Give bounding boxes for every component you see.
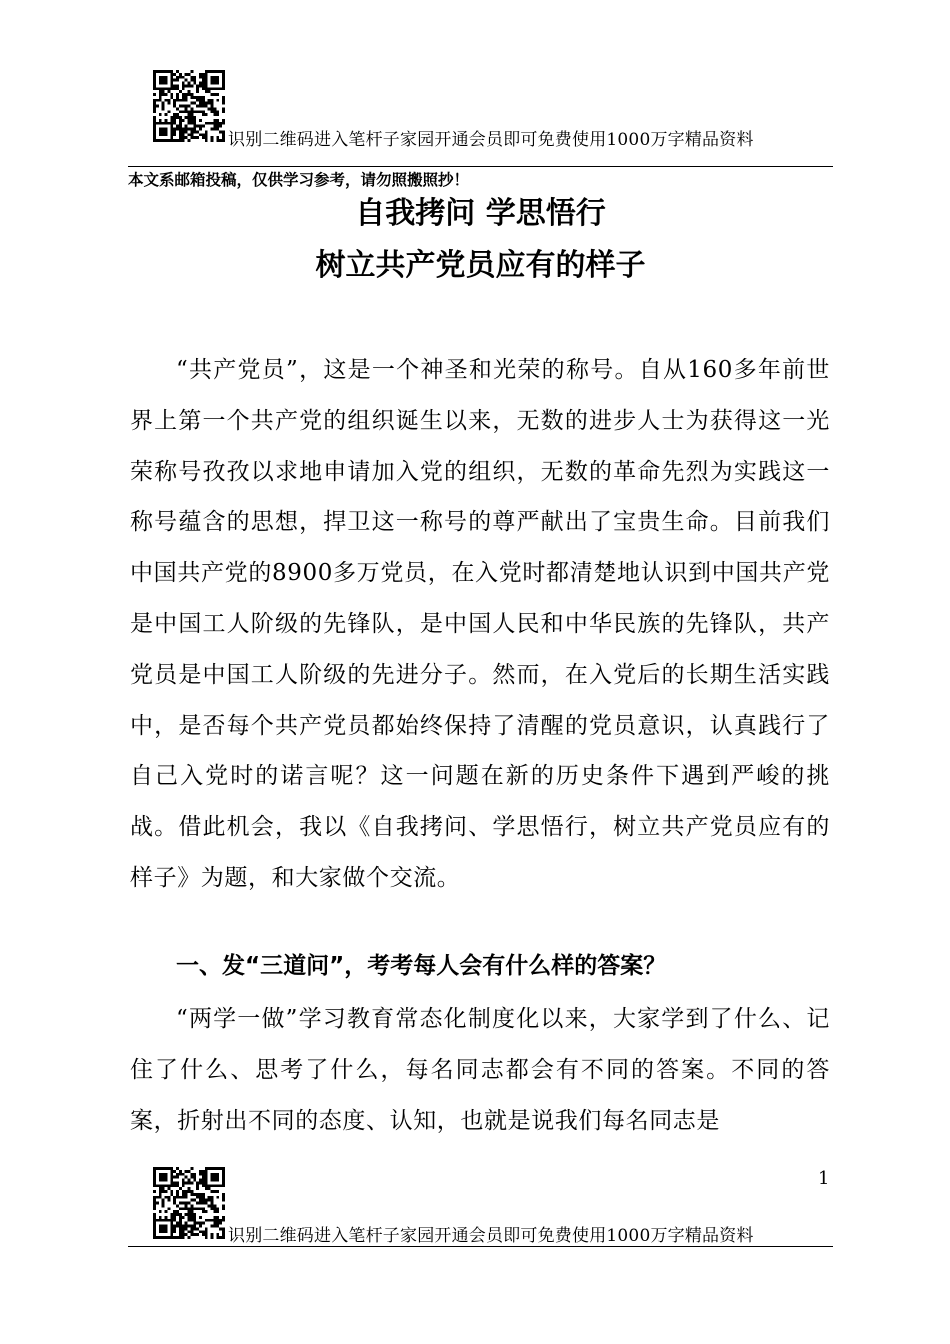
body-paragraph-1 (130, 345, 830, 904)
section-heading-1: 一、发“三道问”，考考每人会有什么样的答案？ (176, 953, 667, 979)
document-title-line-1: 自我拷问 学思悟行 (355, 196, 606, 231)
page-number: 1 (818, 1168, 830, 1189)
copy-notice: 本文系邮箱投稿，仅供学习参考，请勿照搬照抄！ (128, 170, 470, 189)
paragraph-text: “共产党员”，这是一个神圣和光荣的称号。自从160多年前世界上第一个共产党的组织诞生以来，无数的进步人士为获得这一光荣称号孜孜以求地申请加入党的组织，无数的革命先烈为实践这一称号蕴含的思想，捍卫这一称号的尊严献出了宝贵生命。目前我们中国共产党的8900多万党员，在入党时都清楚地认识到中国共产党是中国工人阶级的先锋队，是中国人民和中华民族的先锋队，共产党员是中国工人阶级的先进分子。然而，在入党后的长期生活实践中，是否每个共产党员都始终保持了清醒的党员意识，认真践行了自己入党时的诺言呢？这一问题在新的历史条件下遇到严峻的挑战。借此机会，我以《自我拷问、学思悟行，树立共产党员应有的样子》为题，和大家做个交流。 (130, 357, 830, 891)
qr-code-icon (153, 1167, 225, 1239)
document-title-line-2: 树立共产党员应有的样子 (315, 248, 646, 283)
qr-code-icon (153, 70, 225, 142)
body-paragraph-2 (130, 994, 830, 1146)
footer-divider (128, 1246, 833, 1247)
header-promo-text: 识别二维码进入笔杆子家园开通会员即可免费使用1000万字精品资料 (228, 130, 754, 150)
header-divider (128, 166, 833, 167)
footer-promo-text: 识别二维码进入笔杆子家园开通会员即可免费使用1000万字精品资料 (228, 1226, 754, 1246)
paragraph-text: “两学一做”学习教育常态化制度化以来，大家学到了什么、记住了什么、思考了什么，每名同志都会有不同的答案。不同的答案，折射出不同的态度、认知，也就是说我们每名同志是 (130, 1006, 830, 1134)
